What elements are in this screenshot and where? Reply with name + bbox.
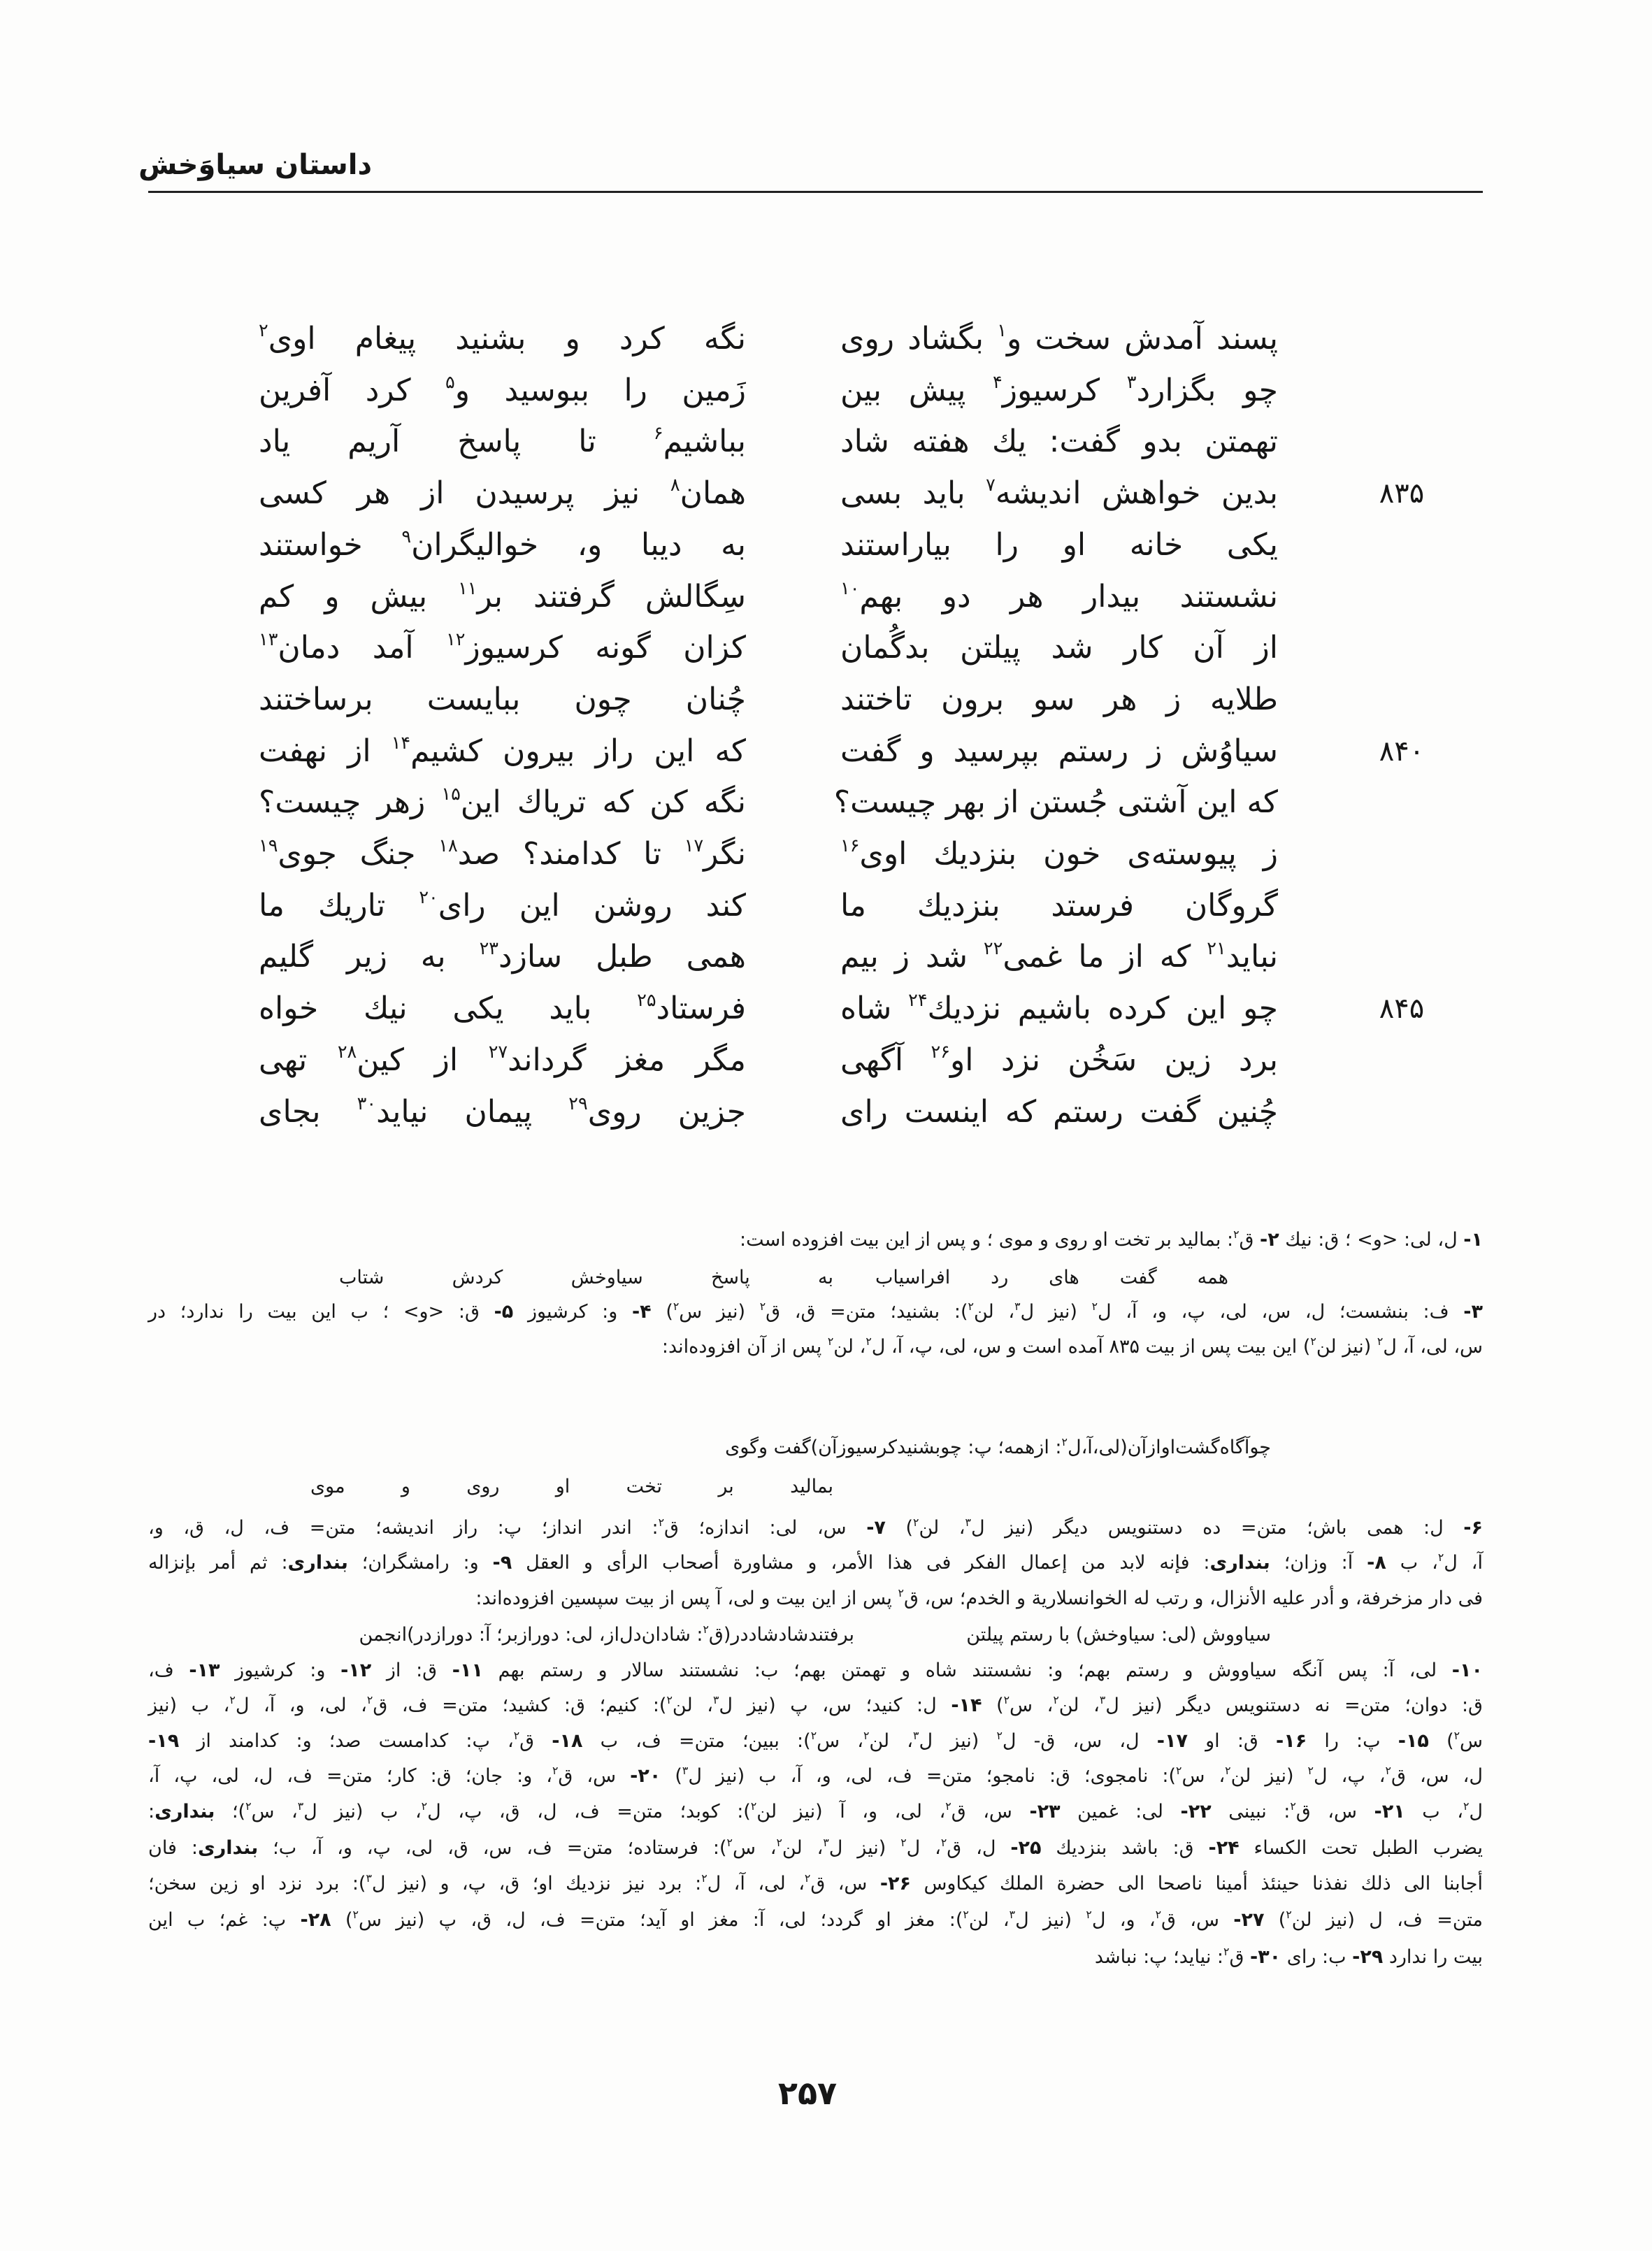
footnote-ref: ۲ bbox=[1053, 1693, 1059, 1707]
added-verse-second-hemistich: به پاسخ سیاوخش کردش شتاب bbox=[339, 1267, 833, 1288]
verse-number: ۸۴۵ bbox=[1379, 993, 1425, 1025]
hemistich-second: به دیبا و، خوالیگران$^۹$ خواستند bbox=[259, 526, 746, 563]
hemistich-first: چُنین گفت رستم که اینست رای bbox=[840, 1094, 1278, 1130]
source-siglum: بنداری bbox=[155, 1801, 215, 1822]
footnote-ref: ۱۸ bbox=[438, 835, 458, 857]
note-line: فى دار مزخرفة، و أدر عليه الأنزال، و رتب له الخوانسلارية و الخدم؛ س، ق$^۲$ پس از این بیت و لی، آ پس از بیت سپسین افزوده‌اند: bbox=[475, 1586, 1483, 1609]
footnote-ref: ۲ bbox=[1437, 1551, 1444, 1565]
footnote-ref: ۲ bbox=[750, 1799, 757, 1813]
footnote-ref: ۲ bbox=[900, 1836, 907, 1850]
footnote-ref: ۲ bbox=[1086, 1908, 1092, 1922]
footnote-ref: ۲ bbox=[1176, 1764, 1182, 1778]
note-number: ۱۳- bbox=[189, 1660, 220, 1681]
hemistich-second: فرستاد$^{۲۵}$ باید یکی نیك خواه bbox=[259, 990, 746, 1026]
footnote-ref: ۲۳ bbox=[479, 938, 499, 960]
footnote-ref: ۲ bbox=[996, 1729, 1003, 1743]
verse-number: ۸۳۵ bbox=[1379, 477, 1425, 510]
footnote-ref: ۳۰ bbox=[357, 1093, 377, 1115]
footnote-ref: ۱۴ bbox=[391, 733, 411, 754]
hemistich-second: نگر$^{۱۷}$ تا کدامند؟ صد$^{۱۸}$ جنگ جوی$^{۱۹}$ bbox=[259, 835, 746, 872]
footnote-ref: ۲ bbox=[726, 1836, 733, 1850]
hemistich-second: جزین روی$^{۲۹}$ پیمان نیاید$^{۳۰}$ بجای bbox=[259, 1093, 747, 1130]
note-line: ۶- ل: همی باش؛ متن= ده دستنویس دیگر (نیز ل$^۳$، لن$^۲$) ۷- س، لی: اندازه؛ ق$^۲$: اندر انداز؛ پ: راز اندیشه؛ متن= ف، ل، ق، و، bbox=[148, 1516, 1483, 1539]
note-number: ۱۷- bbox=[1156, 1730, 1188, 1752]
hemistich-second: زَمین را ببوسید و$^۵$ کرد آفرین bbox=[259, 372, 746, 408]
note-line: بیت را ندارد ۲۹- ب: رای ۳۰- ق$^۲$: نیاید؛ پ: نباشد bbox=[1094, 1945, 1483, 1968]
hemistich-first: طلایه ز هر سو برون تاختند bbox=[840, 682, 1278, 717]
hemistich-first: گروگان فرستد بنزدیك ما bbox=[840, 888, 1278, 923]
verse-row bbox=[0, 416, 1652, 468]
footnote-ref: ۲۲ bbox=[983, 938, 1003, 960]
footnote-ref: ۱۵ bbox=[441, 784, 461, 805]
hemistich-second: کزان گونه کرسیوز$^{۱۲}$ آمد دمان$^{۱۳}$ bbox=[259, 629, 746, 666]
source-siglum: بنداری bbox=[1209, 1552, 1270, 1574]
verse-row bbox=[0, 726, 1652, 777]
footnote-ref: ۲ bbox=[1155, 1908, 1161, 1922]
note-number: ۲۳- bbox=[1029, 1801, 1061, 1822]
verse-row bbox=[0, 931, 1652, 983]
footnote-ref: ۱۳ bbox=[259, 629, 278, 651]
footnote-ref: ۱ bbox=[997, 320, 1007, 342]
note-line: يضرب الطبل تحت الكساء ۲۴- ق: باشد بنزدیك ۲۵- ل، ق$^۲$، ل$^۲$ (نیز ل$^۳$، لن$^۲$، س$^۲$): فرستاده؛ متن= ف، س، ق، لی، پ، و، آ، ب؛ بنداری: فان bbox=[148, 1836, 1484, 1859]
footnote-ref: ۲۹ bbox=[568, 1093, 588, 1115]
footnote-ref: ۱۶ bbox=[840, 835, 860, 857]
footnote-ref: ۲ bbox=[1091, 1300, 1098, 1314]
footnote-ref: ۱۰ bbox=[840, 578, 860, 600]
footnote-ref: ۲ bbox=[513, 1729, 520, 1743]
footnote-ref: ۳ bbox=[913, 1729, 919, 1743]
note-number: ۱- bbox=[1463, 1229, 1483, 1251]
footnote-ref: ۳ bbox=[1126, 372, 1137, 394]
footnote-ref: ۲ bbox=[776, 1836, 782, 1850]
footnote-ref: ۲۰ bbox=[419, 887, 438, 909]
footnote-ref: ۲ bbox=[1223, 1945, 1230, 1959]
header-rule bbox=[148, 191, 1483, 193]
running-head-title: داستان سیاوَخش bbox=[138, 149, 372, 181]
footnote-ref: ۳ bbox=[1014, 1300, 1021, 1314]
footnote-ref: ۲ bbox=[827, 1335, 834, 1349]
footnote-ref: ۳ bbox=[682, 1764, 689, 1778]
footnote-ref: ۲ bbox=[940, 1836, 947, 1850]
note-number: ۲۰- bbox=[630, 1765, 661, 1787]
footnote-ref: ۲ bbox=[552, 1764, 559, 1778]
footnote-ref: ۳ bbox=[297, 1799, 304, 1813]
footnote-ref: ۲ bbox=[666, 1693, 673, 1707]
note-line: ق: دوان؛ متن= نه دستنویس دیگر (نیز ل$^۳$، لن$^۲$، س$^۲$) ۱۴- ل: کنید؛ س، پ (نیز ل$^۳$، لن$^۲$): کنیم؛ ق: کشید؛ متن= ف، ق$^۲$، لی، و، آ، ل$^۲$، ب (نیز bbox=[148, 1693, 1483, 1716]
hemistich-second: کند روشن این رای$^{۲۰}$ تاریك ما bbox=[259, 887, 746, 923]
added-verse-first-hemistich: چوآگاه‌گشت‌اوازآن(لی،آ،ل$^۲$: ازهمه؛ پ: چوبشنیدکرسیوزآن)گفت وگوی bbox=[725, 1435, 1271, 1458]
footnote-ref: ۲ bbox=[963, 1908, 969, 1922]
footnote-ref: ۲ bbox=[245, 1799, 252, 1813]
note-number: ۲۷- bbox=[1233, 1909, 1265, 1931]
note-number: ۴- bbox=[631, 1301, 652, 1323]
verse-row bbox=[0, 880, 1652, 932]
footnote-ref: ۲ bbox=[913, 1516, 919, 1530]
hemistich-first: از آن کار شد پیلتن بدگُمان bbox=[840, 630, 1278, 666]
verse-row bbox=[0, 674, 1652, 726]
footnote-ref: ۲ bbox=[1225, 1764, 1231, 1778]
footnote-ref: ۲ bbox=[1290, 1799, 1296, 1813]
hemistich-first: چو این کرده باشیم نزدیك$^{۲۴}$ شاه bbox=[840, 990, 1278, 1026]
verse-row bbox=[0, 622, 1652, 674]
footnote-ref: ۲ bbox=[1003, 1693, 1010, 1707]
footnote-ref: ۲ bbox=[1463, 1799, 1470, 1813]
note-number: ۱۵- bbox=[1398, 1730, 1429, 1752]
note-number: ۷- bbox=[866, 1517, 886, 1539]
footnote-ref: ۲ bbox=[1310, 1335, 1316, 1349]
footnote-ref: ۲ bbox=[863, 1729, 870, 1743]
hemistich-first: پسند آمدش سخت و$^۱$ بگشاد روی bbox=[840, 320, 1278, 357]
note-number: ۶- bbox=[1463, 1517, 1483, 1539]
note-line: آ، ل$^۲$، ب ۸- آ: وزان؛ بنداری: فإنه لابد من إعمال الفكر فى هذا الأمر، و مشاورة أصحاب الرأى و العقل ۹- و: رامشگران؛ بنداری: ثم أمر بإنزاله bbox=[148, 1551, 1483, 1574]
footnote-ref: ۲۶ bbox=[931, 1042, 950, 1063]
footnote-ref: ۲ bbox=[759, 1300, 766, 1314]
footnote-ref: ۲ bbox=[865, 1335, 872, 1349]
footnote-ref: ۲ bbox=[1377, 1335, 1384, 1349]
footnote-ref: ۳ bbox=[965, 1516, 971, 1530]
footnote-ref: ۹ bbox=[401, 526, 412, 548]
verse-row bbox=[0, 777, 1652, 828]
note-number: ۲۴- bbox=[1208, 1837, 1240, 1859]
note-line: س$^۲$) ۱۵- پ: را ۱۶- ق: او ۱۷- ل، س، ق- ل$^۲$ (نیز ل$^۳$، لن$^۲$، س$^۲$): ببین؛ متن= ف، ب ۱۸- ق$^۲$، پ: کدامست صد؛ و: کدامند از ۱۹- bbox=[148, 1729, 1483, 1752]
verse-row bbox=[0, 519, 1652, 571]
verse-row bbox=[0, 468, 1652, 519]
footnote-ref: ۲ bbox=[658, 1516, 664, 1530]
footnote-ref: ۳ bbox=[1099, 1693, 1106, 1707]
verse-row bbox=[0, 1035, 1652, 1086]
footnote-ref: ۲ bbox=[673, 1300, 680, 1314]
footnote-ref: ۲ bbox=[1286, 1908, 1292, 1922]
note-number: ۹- bbox=[492, 1552, 512, 1574]
note-number: ۵- bbox=[494, 1301, 514, 1323]
verse-row bbox=[0, 828, 1652, 880]
note-number: ۲۵- bbox=[1010, 1837, 1042, 1859]
hemistich-first: نباید$^{۲۱}$ که از ما غمی$^{۲۲}$ شد ز بیم bbox=[840, 938, 1278, 975]
footnote-ref: ۲ bbox=[259, 320, 268, 342]
verse-row bbox=[0, 313, 1652, 365]
hemistich-first: نشستند بیدار هر دو بهم$^{۱۰}$ bbox=[840, 578, 1278, 614]
hemistich-second: سِگالش گرفتند بر$^{۱۱}$ بیش و کم bbox=[259, 578, 746, 614]
hemistich-second: مگر مغز گرداند$^{۲۷}$ از کین$^{۲۸}$ تهی bbox=[259, 1042, 747, 1078]
page-number: ۲۵۷ bbox=[777, 2074, 838, 2112]
footnote-ref: ۲۱ bbox=[1207, 938, 1226, 960]
footnote-ref: ۳ bbox=[823, 1836, 829, 1850]
note-line: ل، س، ق$^۲$، پ، ل$^۲$ (نیز لن$^۲$، س$^۲$): نامجوی؛ ق: نامجو؛ متن= ف، لی، و، آ، ب (نیز ل$^۳$) ۲۰- س، ق$^۲$، و: جان؛ ق: کار؛ متن= ف، ل، لی، پ، آ، bbox=[148, 1764, 1483, 1787]
footnote-ref: ۸ bbox=[670, 475, 680, 496]
source-siglum: بنداری bbox=[197, 1837, 259, 1859]
footnote-ref: ۲ bbox=[703, 1623, 709, 1637]
note-number: ۲۱- bbox=[1374, 1801, 1405, 1822]
added-verse-first-hemistich: همه گفت های رد افراسیاب bbox=[875, 1267, 1228, 1288]
footnote-ref: ۲ bbox=[898, 1586, 904, 1600]
footnote-ref: ۱۲ bbox=[446, 629, 466, 651]
hemistich-second: که این راز بیرون کشیم$^{۱۴}$ از نهفت bbox=[259, 733, 746, 769]
footnote-ref: ۲ bbox=[701, 1871, 708, 1885]
note-line: أجابنا الى ذلك نفذنا حينئذ أمينا ناصحا الى حضرة الملك كيكاوس ۲۶- س، ق$^۲$، لی، آ، ل$^۲$: برد نیز نزدیك او؛ ق، پ، و (نیز ل$^۳$): برد نزد او زین سخن؛ bbox=[148, 1871, 1484, 1894]
footnote-ref: ۵ bbox=[445, 372, 455, 394]
added-verse-first-hemistich: سیاووش (لی: سیاوخش) با رستم پیلتن bbox=[966, 1624, 1271, 1646]
footnote-ref: ۷ bbox=[986, 475, 996, 496]
note-number: ۱۶- bbox=[1276, 1730, 1307, 1752]
note-number: ۲۶- bbox=[879, 1873, 912, 1894]
note-number: ۲- bbox=[1260, 1229, 1279, 1251]
verse-row bbox=[0, 365, 1652, 417]
footnote-ref: ۴ bbox=[993, 372, 1003, 394]
hemistich-second: همان$^۸$ نیز پرسیدن از هر کسی bbox=[259, 475, 746, 511]
footnote-ref: ۲ bbox=[1453, 1729, 1460, 1743]
note-number: ۱۲- bbox=[340, 1660, 372, 1681]
footnote-ref: ۲ bbox=[810, 1729, 817, 1743]
note-line: ۱- ل، لی: <و> ؛ ق: نیك ۲- ق$^۲$: بمالید بر تخت او روی و موی ؛ و پس از این بیت افزوده است: bbox=[740, 1228, 1483, 1251]
note-number: ۱۰- bbox=[1451, 1660, 1483, 1681]
footnote-ref: ۲۵ bbox=[637, 990, 656, 1012]
hemistich-second: چُنان چون ببایست برساختند bbox=[259, 682, 746, 717]
note-number: ۱۴- bbox=[951, 1695, 982, 1716]
footnote-ref: ۱۱ bbox=[458, 578, 477, 600]
hemistich-first: ز پیوسته‌ی خون بنزدیك اوی$^{۱۶}$ bbox=[840, 835, 1278, 872]
source-siglum: بنداری bbox=[287, 1552, 348, 1574]
hemistich-second: همی طبل سازد$^{۲۳}$ به زیر گلیم bbox=[259, 938, 746, 975]
note-number: ۳۰- bbox=[1249, 1946, 1281, 1968]
hemistich-first: تهمتن بدو گفت: یك هفته شاد bbox=[840, 424, 1278, 459]
footnote-ref: ۲ bbox=[366, 1693, 373, 1707]
footnote-ref: ۶ bbox=[653, 423, 663, 445]
verse-row bbox=[0, 1086, 1652, 1138]
note-line: ل$^۲$، ب ۲۱- س، ق$^۲$: نبینی ۲۲- لی: غمین ۲۳- س، ق$^۲$، لی، و، آ (نیز لن$^۲$): کوبد؛ متن= ف، ل، ق، پ، ل$^۲$، ب (نیز ل$^۳$، س$^۲$)؛ بنداری: bbox=[148, 1799, 1483, 1822]
note-number: ۳- bbox=[1463, 1301, 1483, 1323]
note-number: ۱۸- bbox=[552, 1730, 583, 1752]
footnote-ref: ۲ bbox=[229, 1693, 236, 1707]
footnote-ref: ۳ bbox=[366, 1871, 372, 1885]
hemistich-first: که این آشتی جُستن از بهر چیست؟ bbox=[833, 784, 1278, 820]
verse-row bbox=[0, 983, 1652, 1035]
footnote-ref: ۲ bbox=[945, 1799, 951, 1813]
footnote-ref: ۲ bbox=[352, 1908, 359, 1922]
hemistich-second: بباشیم$^۶$ تا پاسخ آریم یاد bbox=[259, 423, 746, 459]
hemistich-first: چو بگزارد$^۳$ کرسیوز$^۴$ پیش بین bbox=[840, 372, 1279, 408]
note-number: ۱۹- bbox=[148, 1730, 180, 1752]
note-number: ۲۸- bbox=[300, 1909, 331, 1931]
footnote-ref: ۲ bbox=[421, 1799, 428, 1813]
note-line: متن= ف، ل (نیز لن$^۲$) ۲۷- س، ق$^۲$، و، ل$^۲$ (نیز ل$^۳$، لن$^۲$): مغز او گردد؛ لی، آ: مغز او آید؛ متن= ف، ل، ق، پ (نیز س$^۲$) ۲۸- پ: غم؛ ب این bbox=[148, 1908, 1483, 1931]
footnote-ref: ۳ bbox=[712, 1693, 719, 1707]
note-number: ۲۹- bbox=[1352, 1946, 1384, 1968]
note-line: ۱۰- لی، آ: پس آنگه سیاووش و رستم بهم؛ و: نشستند شاه و تهمتن بهم؛ ب: نشستند سالار و رستم بهم ۱۱- ق: از ۱۲- و: کرشیوز ۱۳- ف، bbox=[148, 1660, 1483, 1681]
note-number: ۲۲- bbox=[1180, 1801, 1212, 1822]
verse-row bbox=[0, 571, 1652, 623]
footnote-ref: ۲ bbox=[1307, 1764, 1314, 1778]
hemistich-first: سیاوُش ز رستم بپرسید و گفت bbox=[840, 733, 1278, 769]
note-number: ۱۱- bbox=[452, 1660, 483, 1681]
hemistich-first: بدین خواهش اندیشه$^۷$ باید بسی bbox=[840, 475, 1278, 511]
hemistich-first: یکی خانه او را بیاراستند bbox=[840, 527, 1278, 563]
footnote-ref: ۲ bbox=[1233, 1228, 1240, 1242]
hemistich-first: برد زین سَخُن نزد او$^{۲۶}$ آگهی bbox=[840, 1042, 1278, 1078]
added-verse-second-hemistich: بمالید بر تخت او روی و موی bbox=[310, 1476, 833, 1497]
added-verse-second-hemistich: برفتندشادشاددر(ق$^۲$: شادان‌دل‌از، لی: دورازبر؛ آ: دورازدر)انجمن bbox=[359, 1623, 854, 1646]
footnote-ref: ۲ bbox=[968, 1300, 974, 1314]
footnote-ref: ۲۷ bbox=[488, 1042, 508, 1063]
hemistich-second: نگه کن که تریاك این$^{۱۵}$ زهر چیست؟ bbox=[259, 784, 746, 820]
footnote-ref: ۲ bbox=[1061, 1435, 1068, 1449]
footnote-ref: ۲۸ bbox=[337, 1042, 357, 1063]
verse-number: ۸۴۰ bbox=[1379, 735, 1425, 768]
footnote-ref: ۲ bbox=[1385, 1764, 1391, 1778]
footnote-ref: ۲ bbox=[804, 1871, 811, 1885]
footnote-ref: ۳ bbox=[1009, 1908, 1016, 1922]
hemistich-second: نگه کرد و بشنید پیغام اوی$^۲$ bbox=[259, 320, 746, 357]
note-number: ۸- bbox=[1367, 1552, 1386, 1574]
note-line: ۳- ف: بنشست؛ ل، س، لی، پ، و، آ، ل$^۲$ (نیز ل$^۳$، لن$^۲$): بشنید؛ متن= ق، ق$^۲$ (نیز س$^۲$) ۴- و: کرشیوز ۵- ق: <و> ؛ ب این بیت را ندارد؛ در bbox=[148, 1300, 1483, 1323]
footnote-ref: ۱۹ bbox=[259, 835, 278, 857]
note-line: س، لی، آ، ل$^۲$ (نیز لن$^۲$) این بیت پس از بیت ۸۳۵ آمده است و س، لی، پ، آ، ل$^۲$، لن$^۲$ پس از آن افزوده‌اند: bbox=[661, 1335, 1483, 1358]
footnote-ref: ۱۷ bbox=[684, 835, 704, 857]
footnote-ref: ۲۴ bbox=[908, 990, 928, 1012]
